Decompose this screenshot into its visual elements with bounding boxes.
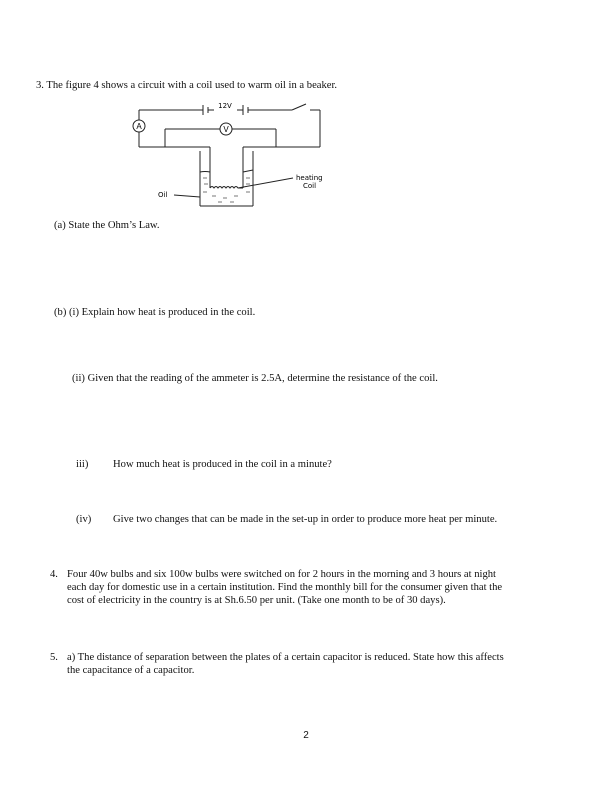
battery-label: 12V xyxy=(218,102,232,110)
question-4-number: 4. xyxy=(50,569,58,580)
question-3b-iv: Give two changes that can be made in the set-up in order to produce more heat per minute. xyxy=(113,514,498,525)
question-3b-iii-number: iii) xyxy=(76,459,89,470)
question-3-intro: 3. The figure 4 shows a circuit with a coil used to warm oil in a beaker. xyxy=(36,80,338,91)
voltmeter-label: V xyxy=(223,125,229,134)
question-5-number: 5. xyxy=(50,652,58,663)
question-4-line-3: cost of electricity in the country is at Sh.6.50 per unit. (Take one month to be of 30 days). xyxy=(67,595,446,606)
switch xyxy=(292,104,306,110)
question-5-line-1: a) The distance of separation between the plates of a certain capacitor is reduced. State how this affects xyxy=(67,652,504,663)
question-4-line-1: Four 40w bulbs and six 100w bulbs were switched on for 2 hours in the morning and 3 hours at night xyxy=(67,569,497,580)
coil-label-line1: heating xyxy=(296,174,323,182)
question-3b-iii: How much heat is produced in the coil in a minute? xyxy=(113,459,332,470)
ammeter xyxy=(133,120,145,132)
oil-label: Oil xyxy=(158,191,168,199)
question-3b-i: (b) (i) Explain how heat is produced in the coil. xyxy=(54,307,256,318)
question-3b-iv-number: (iv) xyxy=(76,514,92,525)
ammeter-label: A xyxy=(136,122,142,131)
page-number: 2 xyxy=(303,730,309,741)
question-4-line-2: each day for domestic use in a certain institution. Find the monthly bill for the consumer given that the xyxy=(67,582,503,593)
voltmeter xyxy=(220,123,232,135)
question-3b-ii: (ii) Given that the reading of the ammeter is 2.5A, determine the resistance of the coil. xyxy=(72,373,438,384)
question-3a: (a) State the Ohm’s Law. xyxy=(54,220,160,231)
coil-label-line2: Coil xyxy=(303,182,317,190)
circuit-figure xyxy=(130,96,360,216)
question-5-line-2: the capacitance of a capacitor. xyxy=(67,665,195,676)
